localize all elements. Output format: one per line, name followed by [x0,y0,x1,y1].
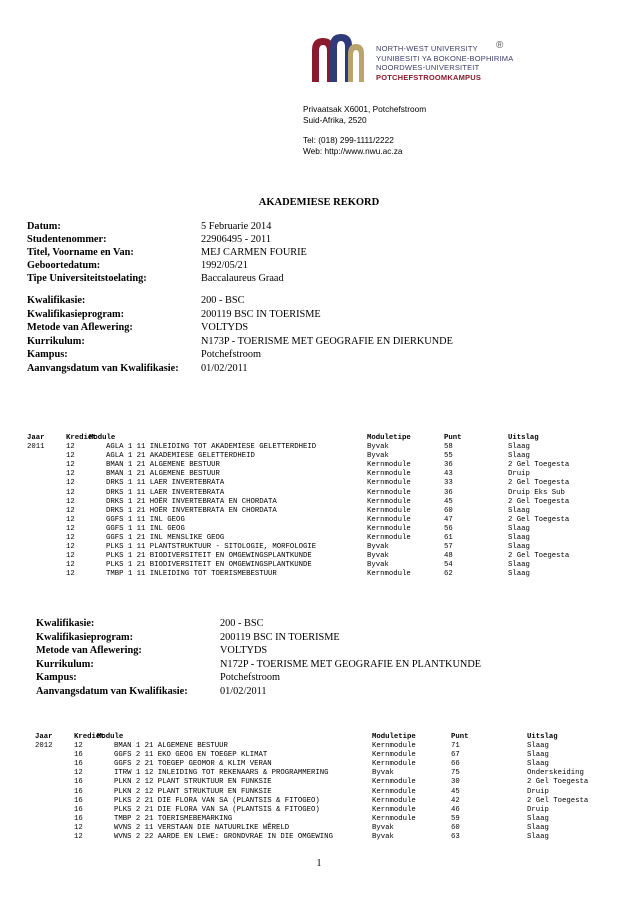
table-row [27,443,627,452]
mark-cell: 45 [444,497,453,506]
result-cell: Onderskeiding [527,769,584,778]
result-cell: 2 Gel Toegesta [527,796,589,805]
phone-line: Tel: (018) 299-1111/2222 [303,135,394,145]
mark-cell: 60 [451,823,460,832]
info-label: Kurrikulum: [27,335,85,347]
info-row [36,658,636,672]
mark-cell: 58 [444,443,453,452]
university-name-line: NOORDWES-UNIVERSITEIT [376,63,480,72]
table-row [35,769,635,778]
result-cell: Druip [527,805,549,814]
module-type-cell: Kernmodule [372,805,416,814]
mark-cell: 30 [451,778,460,787]
mark-cell: 42 [451,796,460,805]
info-label: Tipe Universiteitstoelating: [27,273,147,284]
result-cell: 2 Gel Toegesta [527,778,589,787]
info-value: 200 - BSC [220,618,264,629]
module-type-cell: Kernmodule [372,814,416,823]
module-cell: GGFS 1 11 INL GEOG [106,524,185,533]
result-cell: Slaag [508,570,530,579]
module-type-cell: Kernmodule [367,470,411,479]
table-row [35,824,635,833]
info-row [27,294,627,308]
info-row [27,233,627,246]
document-title: AKADEMIESE REKORD [258,197,380,208]
table-header-row [27,434,627,443]
credit-cell: 16 [74,805,83,814]
result-cell: Slaag [527,833,549,842]
info-value: VOLTYDS [201,322,249,333]
module-cell: ITRW 1 12 INLEIDING TOT REKENAARS & PROGRAMMERING [114,769,329,778]
qualification-info-2 [36,617,636,698]
result-cell: Slaag [527,814,549,823]
module-type-cell: Kernmodule [372,778,416,787]
info-value: 200 - BSC [201,295,245,306]
table-row [35,806,635,815]
mark-cell: 75 [451,769,460,778]
info-row [27,308,627,322]
year-cell: 2011 [27,443,45,452]
table-row [27,570,627,579]
info-value: Potchefstroom [220,672,281,683]
module-type-cell: Kernmodule [367,461,411,470]
table-row [27,516,627,525]
module-type-cell: Byvak [367,552,389,561]
module-type-cell: Kernmodule [367,515,411,524]
credit-cell: 16 [74,796,83,805]
university-name-block [376,44,513,82]
result-cell: Slaag [527,742,549,751]
info-label: Kurrikulum: [36,658,94,670]
mark-cell: 48 [444,552,453,561]
table-header-row [35,733,635,742]
address-line: Privaatsak X6001, Potchefstroom [303,104,427,114]
table-row [35,788,635,797]
info-value: Baccalaureus Graad [201,273,284,284]
credit-cell: 16 [74,814,83,823]
result-cell: 2 Gel Toegesta [508,461,570,470]
module-type-cell: Kernmodule [367,534,411,543]
qualification-info-1 [27,294,627,375]
module-type-cell: Byvak [372,823,394,832]
table-row [27,543,627,552]
info-value: N172P - TOERISME MET GEOGRAFIE EN PLANTKUNDE [220,658,482,670]
mark-cell: 46 [451,805,460,814]
column-header: Moduletipe [367,434,411,442]
credit-cell: 12 [74,833,83,842]
info-label: Aanvangsdatum van Kwalifikasie: [27,362,179,374]
module-type-cell: Kernmodule [372,796,416,805]
module-cell: GGFS 2 21 TOEGEP GEOMOR & KLIM VERAN [114,760,272,769]
column-header: Module [89,434,116,442]
credit-cell: 12 [66,452,75,461]
web-line: Web: http://www.nwu.ac.za [303,146,403,156]
module-type-cell: Kernmodule [367,497,411,506]
mark-cell: 62 [444,570,453,579]
table-row [35,742,635,751]
result-cell: Slaag [508,452,530,461]
mark-cell: 66 [451,760,460,769]
result-cell: Druip [508,470,530,479]
module-type-cell: Byvak [367,543,389,552]
table-row [35,751,635,760]
address-block [303,104,426,157]
module-cell: PLKS 1 21 BIODIVERSITEIT EN OMGEWINGSPLANTKUNDE [106,561,312,570]
module-type-cell: Kernmodule [367,570,411,579]
info-row [27,321,627,335]
mark-cell: 54 [444,561,453,570]
info-row [27,272,627,285]
result-cell: Slaag [508,534,530,543]
info-value: 1992/05/21 [201,260,248,271]
result-cell: Slaag [508,543,530,552]
university-name-line: NORTH-WEST UNIVERSITY [376,44,478,53]
column-header: Punt [444,434,462,442]
info-value: VOLTYDS [220,645,268,656]
result-cell: Slaag [508,561,530,570]
module-type-cell: Kernmodule [372,787,416,796]
table-row [27,461,627,470]
module-type-cell: Kernmodule [372,742,416,751]
info-label: Metode van Aflewering: [27,322,133,333]
info-value: 01/02/2011 [220,685,267,697]
result-cell: Slaag [508,524,530,533]
info-row [27,220,627,233]
nwu-logo-icon [308,32,366,84]
credit-cell: 16 [74,787,83,796]
info-row [27,362,627,376]
result-cell: Druip [527,787,549,796]
module-cell: AGLA 1 21 AKADEMIESE GELETTERDHEID [106,452,255,461]
module-cell: GGFS 1 21 INL MENSLIKE GEOG [106,534,225,543]
info-value: Potchefstroom [201,349,262,360]
campus-name: POTCHEFSTROOMKAMPUS [376,72,482,82]
mark-cell: 60 [444,506,453,515]
credit-cell: 12 [66,534,75,543]
table-row [35,797,635,806]
credit-cell: 12 [66,443,75,452]
info-row [36,644,636,658]
module-type-cell: Kernmodule [367,524,411,533]
column-header: Krediet [66,434,97,442]
info-label: Metode van Aflewering: [36,645,142,656]
info-label: Kampus: [27,349,68,360]
module-type-cell: Kernmodule [367,479,411,488]
mark-cell: 47 [444,515,453,524]
info-row [36,617,636,631]
credit-cell: 12 [66,515,75,524]
info-row [27,335,627,349]
year-cell: 2012 [35,742,53,751]
mark-cell: 59 [451,814,460,823]
table-row [35,778,635,787]
credit-cell: 12 [66,506,75,515]
table-row [27,534,627,543]
info-value: 5 Februarie 2014 [201,221,272,232]
address-line: Suid-Afrika, 2520 [303,115,367,125]
column-header: Moduletipe [372,733,416,741]
module-type-cell: Byvak [367,443,389,452]
result-cell: 2 Gel Toegesta [508,497,570,506]
table-row [35,815,635,824]
result-cell: Slaag [527,751,549,760]
column-header: Uitslag [527,733,558,741]
info-label: Aanvangsdatum van Kwalifikasie: [36,685,188,697]
result-cell: Slaag [527,823,549,832]
info-value: 200119 BSC IN TOERISME [201,308,321,320]
module-type-cell: Byvak [367,452,389,461]
table-row [27,489,627,498]
credit-cell: 12 [66,470,75,479]
result-cell: Slaag [508,443,530,452]
info-label: Kampus: [36,672,77,683]
registered-mark: ® [496,40,504,51]
page-number: 1 [316,858,322,869]
credit-cell: 12 [74,742,83,751]
mark-cell: 63 [451,833,460,842]
credit-cell: 12 [66,570,75,579]
module-cell: TMBP 1 11 INLEIDING TOT TOERISMEBESTUUR [106,570,277,579]
module-type-cell: Kernmodule [372,760,416,769]
module-cell: BMAN 1 21 ALGEMENE BESTUUR [106,461,220,470]
result-cell: Slaag [508,506,530,515]
results-table-2012 [35,733,635,842]
module-cell: WVNS 2 22 AARDE EN LEWE: GRONDVRAE IN DIE OMGEWING [114,833,333,842]
column-header: Jaar [27,434,45,442]
module-cell: TMBP 2 21 TOERISMEBEMARKING [114,814,233,823]
module-cell: GGFS 1 11 INL GEOG [106,515,185,524]
info-row [36,685,636,699]
info-label: Geboortedatum: [27,260,101,271]
info-label: Kwalifikasieprogram: [27,308,125,320]
mark-cell: 61 [444,534,453,543]
credit-cell: 16 [74,760,83,769]
mark-cell: 67 [451,751,460,760]
table-row [27,470,627,479]
module-cell: GGFS 2 11 EKO GEOG EN TOEGEP KLIMAT [114,751,268,760]
credit-cell: 12 [66,561,75,570]
mark-cell: 33 [444,479,453,488]
university-name-line: YUNIBESITI YA BOKONE-BOPHIRIMA [376,53,514,63]
module-type-cell: Kernmodule [372,751,416,760]
credit-cell: 12 [66,524,75,533]
mark-cell: 36 [444,488,453,497]
table-row [27,498,627,507]
module-cell: PLKS 2 21 DIE FLORA VAN SA (PLANTSIS & FITOGEO) [114,796,320,805]
credit-cell: 12 [66,479,75,488]
mark-cell: 43 [444,470,453,479]
info-row [27,246,627,259]
module-cell: PLKS 2 21 DIE FLORA VAN SA (PLANTSIS & FITOGEO) [114,805,320,814]
info-value: 200119 BSC IN TOERISME [220,631,340,643]
module-type-cell: Byvak [372,833,394,842]
info-value: N173P - TOERISME MET GEOGRAFIE EN DIERKUNDE [201,335,453,347]
column-header: Jaar [35,733,53,741]
info-value: MEJ CARMEN FOURIE [201,247,307,258]
result-cell: 2 Gel Toegesta [508,515,570,524]
info-label: Kwalifikasie: [27,295,86,306]
credit-cell: 16 [74,778,83,787]
result-cell: 2 Gel Toegesta [508,552,570,561]
credit-cell: 12 [66,497,75,506]
info-row [27,348,627,362]
info-label: Kwalifikasie: [36,618,95,629]
credit-cell: 12 [66,552,75,561]
mark-cell: 45 [451,787,460,796]
module-type-cell: Kernmodule [367,488,411,497]
mark-cell: 55 [444,452,453,461]
module-cell: AGLA 1 11 INLEIDING TOT AKADEMIESE GELETTERDHEID [106,443,317,452]
mark-cell: 71 [451,742,460,751]
column-header: Module [97,733,124,741]
module-cell: DRKS 1 11 LAER INVERTEBRATA [106,479,225,488]
table-row [27,525,627,534]
module-type-cell: Byvak [372,769,394,778]
table-row [27,552,627,561]
info-row [36,671,636,685]
module-type-cell: Byvak [367,561,389,570]
column-header: Uitslag [508,434,539,442]
module-cell: DRKS 1 11 LAER INVERTEBRATA [106,488,225,497]
module-cell: BMAN 1 21 ALGEMENE BESTUUR [114,742,228,751]
credit-cell: 12 [66,461,75,470]
mark-cell: 57 [444,543,453,552]
credit-cell: 12 [74,823,83,832]
student-info [27,220,627,285]
results-table-2011 [27,434,627,580]
module-cell: DRKS 1 21 HOËR INVERTEBRATA EN CHORDATA [106,506,277,515]
credit-cell: 12 [66,543,75,552]
credit-cell: 16 [74,751,83,760]
module-cell: PLKS 1 21 BIODIVERSITEIT EN OMGEWINGSPLANTKUNDE [106,552,312,561]
module-cell: BMAN 1 21 ALGEMENE BESTUUR [106,470,220,479]
table-row [35,760,635,769]
module-cell: WVNS 2 11 VERSTAAN DIE NATUURLIKE WÊRELD [114,823,290,832]
table-row [27,561,627,570]
column-header: Punt [451,733,469,741]
table-row [27,479,627,488]
result-cell: 2 Gel Toegesta [508,479,570,488]
module-cell: PLKN 2 12 PLANT STRUKTUUR EN FUNKSIE [114,787,272,796]
info-label: Titel, Voorname en Van: [27,247,134,258]
info-label: Datum: [27,221,61,232]
table-row [27,507,627,516]
mark-cell: 56 [444,524,453,533]
info-value: 01/02/2011 [201,362,248,374]
table-row [27,452,627,461]
column-header: Krediet [74,733,105,741]
mark-cell: 36 [444,461,453,470]
info-value: 22906495 - 2011 [201,234,271,245]
module-cell: PLKS 1 11 PLANTSTRUKTUUR - SITOLOGIE, MORFOLOGIE [106,543,317,552]
info-row [27,259,627,272]
info-label: Kwalifikasieprogram: [36,631,134,643]
credit-cell: 12 [74,769,83,778]
module-type-cell: Kernmodule [367,506,411,515]
module-cell: PLKN 2 12 PLANT STRUKTUUR EN FUNKSIE [114,778,272,787]
result-cell: Slaag [527,760,549,769]
module-cell: DRKS 1 21 HOËR INVERTEBRATA EN CHORDATA [106,497,277,506]
result-cell: Druip Eks Sub [508,488,565,497]
info-label: Studentenommer: [27,234,107,245]
info-row [36,631,636,645]
table-row [35,833,635,842]
credit-cell: 12 [66,488,75,497]
